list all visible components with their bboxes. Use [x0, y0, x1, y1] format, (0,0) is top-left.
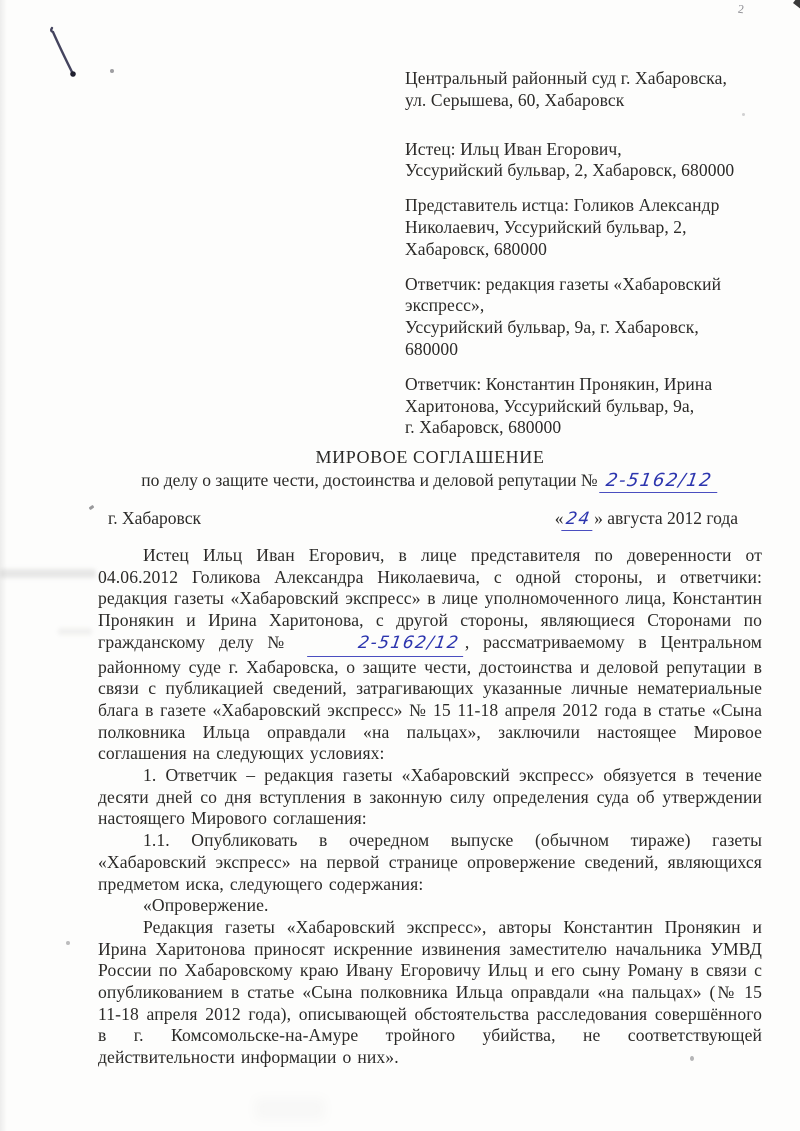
- date-rest: » августа 2012 года: [594, 508, 738, 528]
- defendant-line: экспресс»,: [405, 295, 485, 316]
- defendant-line: 680000: [405, 338, 459, 359]
- scan-smudge: [0, 569, 96, 578]
- defendant-line: г. Хабаровск, 680000: [405, 417, 562, 438]
- representative-block: [405, 195, 765, 260]
- handwritten-day: 24: [562, 509, 596, 531]
- body-paragraph-1: [98, 545, 762, 765]
- handwritten-case-number: 2-5162/12: [307, 633, 467, 657]
- agreement-body: [98, 545, 762, 1069]
- handwritten-case-number: 2-5162/12: [599, 470, 721, 493]
- body-paragraph-5: Редакция газеты «Хабаровский экспресс», авторы Константин Пронякин и Ирина Харитонова приносят искренние извинения заместителю начальника УМВД России по Хабаровскому краю Ивану Егоровичу Ильц и его сыну Роману в связи с опубликованием в статье «Сына полковника Ильца оправдали «на пальцах» (№ 15 11-18 апреля 2012 года), описывающей обстоятельства расследования совершённого в г. Комсомольске-на-Амуре тройного убийства, не соответствующей действительности информации о них».: [98, 916, 762, 1068]
- date-quote-open: «: [554, 508, 564, 528]
- scan-corner-mark: [793, 0, 800, 9]
- defendant-authors-block: [405, 374, 765, 439]
- plaintiff-line: Истец: Ильц Иван Егорович,: [405, 138, 622, 159]
- defendant-line: Харитонова, Уссурийский бульвар, 9а,: [405, 395, 695, 416]
- subtitle-text: по делу о защите чести, достоинства и деловой репутации №: [141, 470, 598, 490]
- defendant-line: Уссурийский бульвар, 9а, г. Хабаровск,: [405, 317, 699, 338]
- representative-line: Представитель истца: Голиков Александр: [405, 195, 720, 216]
- document-subtitle: [98, 470, 762, 493]
- court-name-line: Центральный районный суд г. Хабаровска,: [405, 68, 727, 88]
- defendant-line: Ответчик: редакция газеты «Хабаровский: [405, 273, 722, 294]
- body-paragraph-2: 1. Ответчик – редакция газеты «Хабаровский экспресс» обязуется в течение десяти дней со дня вступления в законную силу определения суда об утверждении настоящего Мирового соглашения:: [98, 765, 762, 829]
- court-address-block: [405, 68, 765, 112]
- dateline: [98, 508, 762, 531]
- defendant-line: Ответчик: Константин Пронякин, Ирина: [405, 373, 713, 394]
- body-paragraph-3: 1.1. Опубликовать в очередном выпуске (обычном тираже) газеты «Хабаровский экспресс» на первой странице опровержение сведений, являющихся предметом иска, следующего содержания:: [98, 830, 762, 894]
- pen-stroke-mark: [46, 25, 80, 81]
- scan-speck: [110, 69, 114, 73]
- dateline-date: [555, 508, 762, 531]
- dateline-city: г. Хабаровск: [108, 508, 201, 528]
- paragraph-1-text: Истец Ильц Иван Егорович, в лице представителя по доверенности от 04.06.2012 Голикова Александра Николаевича, с одной стороны, и ответчики: редакция газеты «Хабаровский экспресс» в лице уполномоченного лица, Константин Пронякин и Ирина Харитонова, с другой стороны, являющиеся Сторонами по гражданскому делу №: [98, 545, 762, 652]
- scan-smudge: [58, 628, 92, 635]
- scan-smudge: [255, 1098, 325, 1120]
- scan-speck: [66, 941, 70, 945]
- scan-corner-note: 2: [737, 1, 746, 17]
- defendant-newspaper-block: [405, 274, 765, 361]
- document-title-block: [98, 447, 762, 493]
- representative-line: Николаевич, Уссурийский бульвар, 2,: [405, 216, 687, 237]
- plaintiff-address-line: Уссурийский бульвар, 2, Хабаровск, 680000: [405, 160, 735, 181]
- representative-line: Хабаровск, 680000: [405, 238, 547, 259]
- scan-edge-shade: [0, 0, 7, 1131]
- body-paragraph-4: «Опровержение.: [143, 895, 269, 916]
- document-title: МИРОВОЕ СОГЛАШЕНИЕ: [315, 447, 545, 467]
- header-address-column: [405, 68, 765, 452]
- paragraph-1-text: , рассматриваемому в Центральном районному суде г. Хабаровска, о защите чести, достоинства и деловой репутации в связи с публикацией сведений, затрагивающих указанные личные нематериальные блага в газете «Хабаровский экспресс» № 15 11-18 апреля 2012 года в статье «Сына полковника Ильца оправдали «на пальцах», заключили настоящее Мировое соглашения на следующих условиях:: [98, 631, 763, 764]
- court-address-line: ул. Серышева, 60, Хабаровск: [405, 89, 625, 110]
- scan-speck: [89, 505, 95, 510]
- plaintiff-block: [405, 139, 765, 183]
